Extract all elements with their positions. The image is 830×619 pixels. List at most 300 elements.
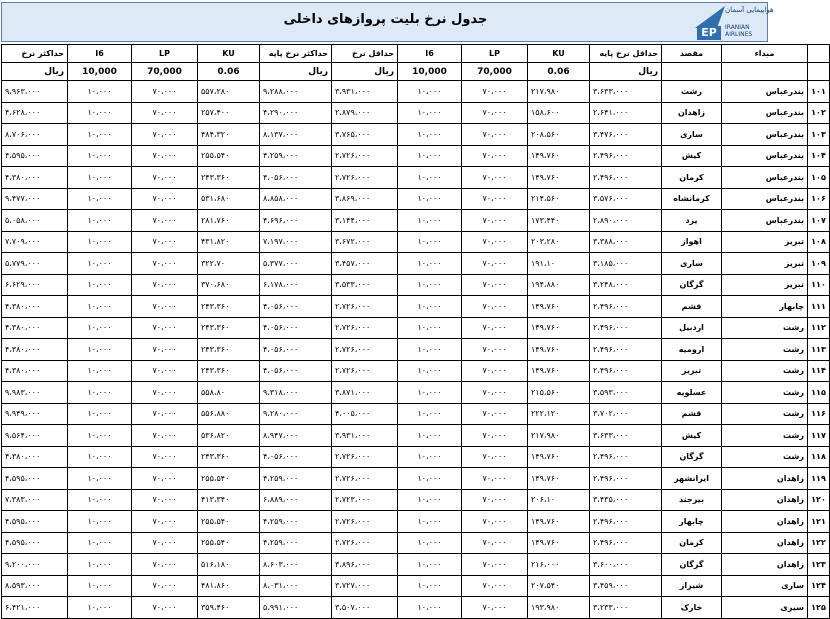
fare-table [1,44,830,619]
fee-cell: ۱۰،۰۰۰ [68,102,132,124]
destination-cell: کرمان [662,167,722,189]
fare-cell: ۲،۴۹۶،۰۰۰ [590,167,662,189]
fee-cell: ۱۰،۰۰۰ [398,253,462,275]
fee-cell: ۷۰،۰۰۰ [462,145,528,167]
table-row [2,167,830,189]
column-subheader: 70,000 [132,63,198,81]
origin-cell: تبریز [722,274,808,296]
fare-cell: ۲،۷۲۶،۰۰۰ [332,145,398,167]
column-header: LP [132,45,198,63]
fare-cell: ۷،۱۹۷،۰۰۰ [260,231,332,253]
fare-cell: ۱۴۹،۷۶۰ [528,532,590,554]
fee-cell: ۱۰،۰۰۰ [398,124,462,146]
fee-cell: ۷۰،۰۰۰ [462,532,528,554]
flight-number-cell: ۱۰۳ [808,124,830,146]
fare-cell: ۳،۶۳۳،۰۰۰ [590,81,662,103]
origin-cell: چابهار [722,296,808,318]
subheader-row [2,63,830,81]
column-header [808,45,830,63]
origin-cell: زاهدان [722,468,808,490]
fare-cell: ۳،۹۳۱،۰۰۰ [332,81,398,103]
fare-cell: ۳،۲۴۸،۰۰۰ [590,274,662,296]
destination-cell: شیراز [662,575,722,597]
fare-cell: ۲۵۵،۵۴۰ [198,468,260,490]
fare-cell: ۳،۱۴۴،۰۰۰ [332,210,398,232]
flight-number-cell: ۱۰۴ [808,145,830,167]
fare-cell: ۳،۶۷۲،۰۰۰ [332,231,398,253]
table-row [2,425,830,447]
destination-cell: گرگان [662,274,722,296]
origin-cell: رشت [722,317,808,339]
destination-cell: قشم [662,296,722,318]
destination-cell: ارومیه [662,339,722,361]
fare-cell: ۴،۰۵۶،۰۰۰ [260,360,332,382]
fare-cell: ۳،۳۸۸،۰۰۰ [590,231,662,253]
fare-cell: ۲،۷۲۶،۰۰۰ [332,511,398,533]
destination-cell: قشم [662,403,722,425]
flight-number-cell: ۱۲۴ [808,575,830,597]
flight-number-cell: ۱۲۲ [808,532,830,554]
fee-cell: ۱۰،۰۰۰ [68,231,132,253]
origin-cell: زاهدان [722,489,808,511]
fee-cell: ۱۰،۰۰۰ [68,167,132,189]
fare-cell: ۸،۶۰۳،۰۰۰ [260,554,332,576]
fee-cell: ۷۰،۰۰۰ [462,188,528,210]
origin-cell: تبریز [722,253,808,275]
fare-cell: ۹،۳۱۸،۰۰۰ [260,382,332,404]
fare-cell: ۶،۶۲۹،۰۰۰ [2,274,68,296]
fare-cell: ۸،۵۹۳،۰۰۰ [2,575,68,597]
origin-cell: زاهدان [722,554,808,576]
fee-cell: ۱۰،۰۰۰ [398,446,462,468]
table-row [2,102,830,124]
fee-cell: ۷۰،۰۰۰ [462,575,528,597]
fee-cell: ۷۰،۰۰۰ [132,145,198,167]
origin-cell: رشت [722,446,808,468]
fare-cell: ۲۴۳،۳۶۰ [198,296,260,318]
fare-cell: ۲،۴۹۶،۰۰۰ [590,339,662,361]
destination-cell: عسلویه [662,382,722,404]
fee-cell: ۷۰،۰۰۰ [462,511,528,533]
origin-cell: بندرعباس [722,124,808,146]
fee-cell: ۱۰،۰۰۰ [398,360,462,382]
fee-cell: ۷۰،۰۰۰ [132,102,198,124]
column-subheader: ریال [2,63,68,81]
fee-cell: ۷۰،۰۰۰ [462,597,528,619]
fee-cell: ۱۰،۰۰۰ [68,145,132,167]
fee-cell: ۱۰،۰۰۰ [398,102,462,124]
fee-cell: ۷۰،۰۰۰ [132,511,198,533]
fare-cell: ۳۲۲،۷۰ [198,253,260,275]
flight-number-cell: ۱۱۲ [808,317,830,339]
fee-cell: ۷۰،۰۰۰ [132,210,198,232]
fare-cell: ۳،۵۰۷،۰۰۰ [332,597,398,619]
fare-cell: ۱۴۹،۷۶۰ [528,167,590,189]
fare-cell: ۲،۷۲۶،۰۰۰ [332,317,398,339]
fare-cell: ۳،۵۷۶،۰۰۰ [590,188,662,210]
column-header: KU [198,45,260,63]
fee-cell: ۱۰،۰۰۰ [398,231,462,253]
fee-cell: ۷۰،۰۰۰ [462,554,528,576]
fare-cell: ۳،۶۰۰،۰۰۰ [590,554,662,576]
fare-cell: ۲،۷۲۶،۰۰۰ [332,339,398,361]
column-header: I6 [398,45,462,63]
fee-cell: ۷۰،۰۰۰ [462,403,528,425]
fee-cell: ۷۰،۰۰۰ [132,554,198,576]
logo-english-line1: IRANIAN [725,24,750,31]
table-row [2,188,830,210]
fare-cell: ۳،۴۵۷،۰۰۰ [332,253,398,275]
fare-cell: ۴،۲۵۹،۰۰۰ [260,532,332,554]
origin-cell: بندرعباس [722,102,808,124]
fare-cell: ۲۱۵،۵۶۰ [528,382,590,404]
table-row [2,446,830,468]
flight-number-cell: ۱۱۴ [808,360,830,382]
flight-number-cell: ۱۰۷ [808,210,830,232]
fee-cell: ۱۰،۰۰۰ [68,425,132,447]
table-row [2,253,830,275]
origin-cell: زاهدان [722,532,808,554]
fee-cell: ۱۰،۰۰۰ [68,317,132,339]
destination-cell: کیش [662,425,722,447]
origin-cell: سیری [722,597,808,619]
fare-cell: ۲۰۳،۲۸۰ [528,231,590,253]
table-row [2,382,830,404]
origin-cell: رشت [722,382,808,404]
fee-cell: ۷۰،۰۰۰ [462,489,528,511]
destination-cell: کیش [662,145,722,167]
destination-cell: گرگان [662,446,722,468]
table-row [2,145,830,167]
flight-number-cell: ۱۲۳ [808,554,830,576]
origin-cell: رشت [722,360,808,382]
fee-cell: ۷۰،۰۰۰ [132,339,198,361]
fee-cell: ۷۰،۰۰۰ [462,382,528,404]
fee-cell: ۷۰،۰۰۰ [132,317,198,339]
header-row [2,45,830,63]
fee-cell: ۷۰،۰۰۰ [132,231,198,253]
fare-cell: ۲۵۵،۵۴۰ [198,532,260,554]
fare-cell: ۴۱۳،۳۴۰ [198,489,260,511]
fare-cell: ۵۵۸،۸۰ [198,382,260,404]
fee-cell: ۱۰،۰۰۰ [398,489,462,511]
fee-cell: ۷۰،۰۰۰ [132,446,198,468]
table-row [2,274,830,296]
fee-cell: ۱۰،۰۰۰ [398,167,462,189]
destination-cell: چابهار [662,511,722,533]
fare-cell: ۲،۶۴۱،۰۰۰ [590,102,662,124]
fee-cell: ۷۰،۰۰۰ [132,167,198,189]
fee-cell: ۷۰،۰۰۰ [132,188,198,210]
fee-cell: ۱۰،۰۰۰ [398,274,462,296]
fee-cell: ۱۰،۰۰۰ [398,296,462,318]
table-row [2,339,830,361]
fare-cell: ۲۸۱،۷۶۰ [198,210,260,232]
fee-cell: ۷۰،۰۰۰ [132,489,198,511]
flight-number-cell: ۱۱۵ [808,382,830,404]
fee-cell: ۷۰،۰۰۰ [132,382,198,404]
fee-cell: ۱۰،۰۰۰ [68,489,132,511]
fare-cell: ۴،۳۸۰،۰۰۰ [2,446,68,468]
logo-tail-icon [695,6,725,28]
destination-cell: ساری [662,124,722,146]
logo-code: EP [697,26,721,40]
table-row [2,317,830,339]
fare-cell: ۴،۵۹۵،۰۰۰ [2,511,68,533]
fee-cell: ۱۰،۰۰۰ [68,274,132,296]
fare-cell: ۱۴۹،۷۶۰ [528,511,590,533]
fee-cell: ۷۰،۰۰۰ [462,81,528,103]
fare-cell: ۴۳۱،۸۲۰ [198,231,260,253]
fee-cell: ۱۰،۰۰۰ [398,188,462,210]
fare-cell: ۲،۷۲۳،۰۰۰ [332,489,398,511]
column-subheader: 0.06 [528,63,590,81]
origin-cell: بندرعباس [722,210,808,232]
table-row [2,532,830,554]
fee-cell: ۱۰،۰۰۰ [398,382,462,404]
column-header: I6 [68,45,132,63]
fare-cell: ۹،۲۰۰،۰۰۰ [2,554,68,576]
column-subheader: 10,000 [398,63,462,81]
column-subheader: ریال [590,63,662,81]
fare-cell: ۴،۰۵۶،۰۰۰ [260,296,332,318]
fee-cell: ۷۰،۰۰۰ [462,317,528,339]
fee-cell: ۷۰،۰۰۰ [462,296,528,318]
fare-cell: ۲۴۳،۳۶۰ [198,360,260,382]
fare-cell: ۴،۰۵۶،۰۰۰ [260,339,332,361]
column-subheader [808,63,830,81]
fare-cell: ۲،۴۹۶،۰۰۰ [590,360,662,382]
fee-cell: ۷۰،۰۰۰ [132,597,198,619]
fare-cell: ۴،۳۸۰،۰۰۰ [2,317,68,339]
table-row [2,231,830,253]
table-row [2,554,830,576]
fare-cell: ۶،۱۷۸،۰۰۰ [260,274,332,296]
fare-cell: ۲،۷۲۶،۰۰۰ [332,446,398,468]
fare-cell: ۸،۸۵۸،۰۰۰ [260,188,332,210]
fare-table-body [2,81,830,619]
fare-cell: ۳،۵۹۳،۰۰۰ [590,382,662,404]
flight-number-cell: ۱۲۱ [808,511,830,533]
flight-number-cell: ۱۰۸ [808,231,830,253]
column-header: حداکثر نرخ پایه [260,45,332,63]
fare-cell: ۴،۳۸۰،۰۰۰ [2,360,68,382]
fare-cell: ۱۹۴،۸۸۰ [528,274,590,296]
fare-cell: ۲۴۳،۳۶۰ [198,446,260,468]
flight-number-cell: ۱۱۰ [808,274,830,296]
fare-cell: ۴،۳۸۰،۰۰۰ [2,296,68,318]
title-banner [1,2,768,42]
fare-cell: ۳،۲۳۳،۰۰۰ [590,597,662,619]
fee-cell: ۱۰،۰۰۰ [398,403,462,425]
fare-cell: ۵۵۷،۲۸۰ [198,81,260,103]
fare-cell: ۲،۴۹۶،۰۰۰ [590,468,662,490]
fee-cell: ۱۰،۰۰۰ [398,597,462,619]
fare-cell: ۲،۴۹۶،۰۰۰ [590,296,662,318]
fare-cell: ۲،۷۲۶،۰۰۰ [332,532,398,554]
fare-cell: ۱۴۹،۷۶۰ [528,446,590,468]
origin-cell: تبریز [722,231,808,253]
fare-cell: ۹،۹۶۳،۰۰۰ [2,81,68,103]
logo-english-name [725,24,752,38]
fare-cell: ۱۴۹،۷۶۰ [528,360,590,382]
origin-cell: بندرعباس [722,145,808,167]
fare-cell: ۳۵۹،۴۶۰ [198,597,260,619]
column-subheader: 0.06 [198,63,260,81]
fee-cell: ۱۰،۰۰۰ [68,360,132,382]
fare-cell: ۲،۸۹۰،۰۰۰ [590,210,662,232]
fare-cell: ۲۴۳،۳۶۰ [198,317,260,339]
fee-cell: ۱۰،۰۰۰ [68,403,132,425]
column-header: حداقل نرخ پایه [590,45,662,63]
fee-cell: ۷۰،۰۰۰ [462,274,528,296]
fare-cell: ۵۳۱،۶۸۰ [198,188,260,210]
fare-cell: ۵۱۶،۱۸۰ [198,554,260,576]
fee-cell: ۷۰،۰۰۰ [132,296,198,318]
fee-cell: ۱۰،۰۰۰ [68,575,132,597]
fare-cell: ۹،۴۷۷،۰۰۰ [2,188,68,210]
fare-cell: ۳،۵۳۳،۰۰۰ [332,274,398,296]
fare-cell: ۲۵۵،۵۴۰ [198,145,260,167]
fee-cell: ۷۰،۰۰۰ [462,425,528,447]
fare-cell: ۴،۵۹۵،۰۰۰ [2,532,68,554]
fee-cell: ۷۰،۰۰۰ [132,575,198,597]
fare-cell: ۴،۳۸۰،۰۰۰ [2,167,68,189]
fare-cell: ۳،۷۰۲،۰۰۰ [590,403,662,425]
fare-cell: ۸،۱۳۷،۰۰۰ [260,124,332,146]
fare-cell: ۲،۸۷۹،۰۰۰ [332,102,398,124]
fee-cell: ۱۰،۰۰۰ [68,253,132,275]
fare-cell: ۵،۰۵۸،۰۰۰ [2,210,68,232]
fee-cell: ۷۰،۰۰۰ [462,446,528,468]
fare-cell: ۲،۷۲۶،۰۰۰ [332,167,398,189]
table-row [2,124,830,146]
fee-cell: ۷۰،۰۰۰ [132,253,198,275]
column-header: حداقل نرخ [332,45,398,63]
table-row [2,81,830,103]
table-row [2,511,830,533]
fare-cell: ۴،۰۰۵،۰۰۰ [332,403,398,425]
fare-cell: ۲۰۷،۵۴۰ [528,575,590,597]
fare-cell: ۲،۷۲۶،۰۰۰ [332,468,398,490]
fee-cell: ۱۰،۰۰۰ [398,511,462,533]
fare-cell: ۵،۳۷۷،۰۰۰ [260,253,332,275]
fare-cell: ۱۴۹،۷۶۰ [528,296,590,318]
fare-cell: ۴،۵۹۵،۰۰۰ [2,468,68,490]
fare-cell: ۱۴۹،۷۶۰ [528,339,590,361]
fee-cell: ۱۰،۰۰۰ [398,532,462,554]
fare-cell: ۵،۷۷۹،۰۰۰ [2,253,68,275]
fee-cell: ۷۰،۰۰۰ [132,360,198,382]
fee-cell: ۷۰،۰۰۰ [462,102,528,124]
fare-cell: ۳،۴۷۶،۰۰۰ [590,124,662,146]
fee-cell: ۱۰،۰۰۰ [68,511,132,533]
fare-cell: ۲۱۴،۵۶۰ [528,188,590,210]
destination-cell: اهواز [662,231,722,253]
fare-cell: ۱۴۹،۷۶۰ [528,468,590,490]
column-header: مبداء [722,45,808,63]
destination-cell: کرمانشاه [662,188,722,210]
fare-cell: ۴۸۱،۸۶۰ [198,575,260,597]
fare-cell: ۴،۲۹۰،۰۰۰ [260,102,332,124]
fare-cell: ۳،۸۹۶،۰۰۰ [332,554,398,576]
fare-cell: ۲،۴۹۶،۰۰۰ [590,317,662,339]
fee-cell: ۷۰،۰۰۰ [462,210,528,232]
destination-cell: ساری [662,253,722,275]
fee-cell: ۱۰،۰۰۰ [68,446,132,468]
fee-cell: ۷۰،۰۰۰ [132,468,198,490]
fare-cell: ۲۵۷،۴۰۰ [198,102,260,124]
column-subheader: ریال [332,63,398,81]
fee-cell: ۱۰،۰۰۰ [68,296,132,318]
column-header: KU [528,45,590,63]
fare-cell: ۲۲۲،۱۲۰ [528,403,590,425]
table-row [2,360,830,382]
fee-cell: ۱۰،۰۰۰ [68,339,132,361]
fare-cell: ۹،۲۸۸،۰۰۰ [260,81,332,103]
column-subheader [662,63,722,81]
fee-cell: ۷۰،۰۰۰ [132,274,198,296]
fare-cell: ۵،۹۹۱،۰۰۰ [260,597,332,619]
fare-cell: ۱۵۸،۶۰۰ [528,102,590,124]
fee-cell: ۷۰،۰۰۰ [462,253,528,275]
flight-number-cell: ۱۰۶ [808,188,830,210]
fee-cell: ۱۰،۰۰۰ [68,554,132,576]
fare-cell: ۳،۸۶۹،۰۰۰ [332,188,398,210]
flight-number-cell: ۱۱۹ [808,468,830,490]
table-row [2,403,830,425]
fee-cell: ۱۰،۰۰۰ [398,210,462,232]
fee-cell: ۱۰،۰۰۰ [398,468,462,490]
fare-cell: ۲۰۶،۱۰ [528,489,590,511]
fare-cell: ۴،۰۵۶،۰۰۰ [260,317,332,339]
flight-number-cell: ۱۱۸ [808,446,830,468]
origin-cell: بندرعباس [722,81,808,103]
fare-cell: ۴۸۴،۳۲۰ [198,124,260,146]
logo-english-line2: AIRLINES [725,31,753,38]
column-header: مقصد [662,45,722,63]
fare-cell: ۹،۲۸۰،۰۰۰ [260,403,332,425]
fare-cell: ۲۱۷،۹۸۰ [528,81,590,103]
fee-cell: ۷۰،۰۰۰ [462,468,528,490]
flight-number-cell: ۱۲۰ [808,489,830,511]
fee-cell: ۷۰،۰۰۰ [462,339,528,361]
fare-cell: ۱۷۳،۴۴۰ [528,210,590,232]
fare-cell: ۳،۸۷۱،۰۰۰ [332,382,398,404]
fee-cell: ۱۰،۰۰۰ [68,468,132,490]
fee-cell: ۱۰،۰۰۰ [68,81,132,103]
flight-number-cell: ۱۱۳ [808,339,830,361]
fare-cell: ۲۴۳،۳۶۰ [198,167,260,189]
fare-cell: ۸،۰۳۱،۰۰۰ [260,575,332,597]
fee-cell: ۱۰،۰۰۰ [68,532,132,554]
fare-cell: ۲،۴۹۶،۰۰۰ [590,145,662,167]
fare-cell: ۱۴۹،۷۶۰ [528,317,590,339]
fare-cell: ۴،۳۸۰،۰۰۰ [2,339,68,361]
fare-cell: ۴،۰۵۶،۰۰۰ [260,446,332,468]
fare-cell: ۳،۴۳۵،۰۰۰ [590,489,662,511]
fee-cell: ۱۰،۰۰۰ [398,81,462,103]
fare-cell: ۶،۸۸۹،۰۰۰ [260,489,332,511]
fare-cell: ۲۰۸،۵۶۰ [528,124,590,146]
fee-cell: ۱۰،۰۰۰ [398,317,462,339]
fare-cell: ۶،۴۲۱،۰۰۰ [2,597,68,619]
origin-cell: زاهدان [722,511,808,533]
fare-cell: ۳،۷۶۵،۰۰۰ [332,124,398,146]
fare-cell: ۳۷۰،۶۸۰ [198,274,260,296]
fare-cell: ۲،۴۹۶،۰۰۰ [590,532,662,554]
flight-number-cell: ۱۰۱ [808,81,830,103]
